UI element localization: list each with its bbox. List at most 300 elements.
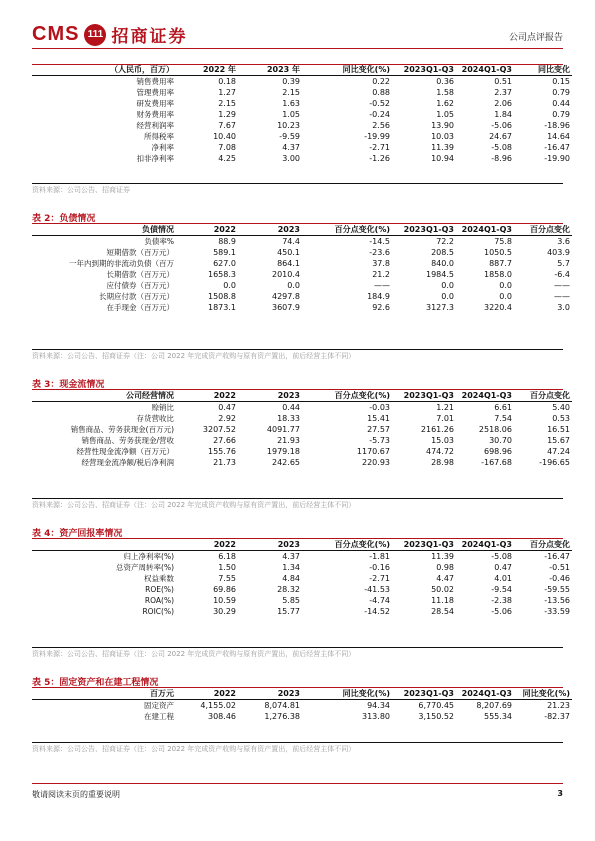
column-header: 百分点变化 (530, 391, 570, 400)
footer-divider (32, 783, 563, 784)
column-header: 2022 (213, 689, 236, 698)
table-cell: 3,150.52 (418, 712, 454, 721)
table-cell: -1.26 (369, 154, 390, 163)
table-cell: 0.0 (441, 292, 454, 301)
table-row (32, 98, 572, 109)
table-cell: -1.81 (369, 552, 390, 561)
table-cell: 7.54 (494, 414, 512, 423)
row-label: 长期借款（百万元） (106, 270, 174, 279)
disclaimer-note: 敬请阅读末页的重要说明 (32, 790, 120, 799)
table-row (32, 402, 572, 414)
table-cell: 3607.9 (272, 303, 300, 312)
column-header: 2023Q1-Q3 (403, 65, 454, 74)
column-header: 同比变化(%) (342, 689, 390, 698)
table-cell: 1.27 (218, 88, 236, 97)
table-cell: 2.06 (494, 99, 512, 108)
table-cell: 1.50 (218, 563, 236, 572)
liability-table (32, 225, 572, 313)
table-row (32, 302, 572, 313)
table-cell: 4297.8 (272, 292, 300, 301)
table-cell: 840.0 (431, 259, 454, 268)
table-cell: 1.05 (282, 110, 300, 119)
table-cell: -0.16 (369, 563, 390, 572)
table-header-row (32, 689, 572, 700)
table-cell: 184.9 (367, 292, 390, 301)
table-cell: 27.66 (213, 436, 236, 445)
column-header: 2023 (277, 391, 300, 400)
row-label: 负债率% (144, 237, 174, 246)
table3-bottom-rule (32, 498, 563, 499)
table-cell: 627.0 (213, 259, 236, 268)
table-cell: 1.34 (282, 563, 300, 572)
row-label: 扣非净利率 (136, 154, 174, 163)
table-cell: 11.39 (431, 552, 454, 561)
table-cell: 72.2 (436, 237, 454, 246)
column-header: 百分点变化 (530, 540, 570, 549)
table-row (32, 562, 572, 573)
table-cell: 3127.3 (426, 303, 454, 312)
column-header: 2023 年 (266, 65, 300, 74)
table-cell: 6.61 (494, 403, 512, 412)
row-label: 存货营收比 (136, 414, 174, 423)
table-cell: 3220.4 (484, 303, 512, 312)
table-cell: 92.6 (372, 303, 390, 312)
column-header: 公司经营情况 (126, 391, 174, 400)
table-cell: 10.94 (431, 154, 454, 163)
table-cell: 2.15 (282, 88, 300, 97)
table-row (32, 446, 572, 457)
table-cell: 1,276.38 (264, 712, 300, 721)
table2-top-rule (32, 223, 563, 224)
table-cell: 1858.0 (484, 270, 512, 279)
row-label: 在建工程 (144, 712, 174, 721)
table-cell: 242.65 (272, 458, 300, 467)
column-header: 2024Q1-Q3 (461, 65, 512, 74)
table-cell: 24.67 (489, 132, 512, 141)
table-cell: 7.55 (218, 574, 236, 583)
table-cell: 1658.3 (208, 270, 236, 279)
table-row (32, 424, 572, 435)
table-cell: 47.24 (547, 447, 570, 456)
table2-source: 资料来源：公司公告、招商证券（注：公司 2022 年完成资产收购与原有资产置出，前后经营主体不同） (32, 352, 356, 360)
table-cell: 21.93 (277, 436, 300, 445)
row-label: 归上净利率(%) (123, 552, 174, 561)
table-cell: 0.44 (552, 99, 570, 108)
logo-mark-icon: 111 (84, 24, 106, 46)
table-cell: 3.6 (557, 237, 570, 246)
table-cell: 14.64 (547, 132, 570, 141)
table-cell: 16.51 (547, 425, 570, 434)
table-header-row (32, 391, 572, 402)
table-cell: 1.58 (436, 88, 454, 97)
table-cell: —— (374, 281, 390, 290)
table-cell: 10.40 (213, 132, 236, 141)
table-row (32, 76, 572, 88)
table-cell: 4.84 (282, 574, 300, 583)
table-cell: -82.37 (544, 712, 570, 721)
table-cell: -5.08 (491, 143, 512, 152)
table-cell: -4.74 (369, 596, 390, 605)
table-cell: 0.39 (282, 77, 300, 86)
table-cell: 555.34 (484, 712, 512, 721)
row-label: 销售商品、劳务获现金/营收 (81, 436, 174, 445)
row-label: 销售商品、劳务获现金(百万元) (70, 425, 174, 434)
column-header: 负债情况 (142, 225, 174, 234)
column-header: 百分点变化(%) (334, 540, 390, 549)
expense-ratio-table (32, 65, 572, 164)
column-header: 同比变化(%) (342, 65, 390, 74)
table-cell: 28.98 (431, 458, 454, 467)
table-cell: 313.80 (362, 712, 390, 721)
table-cell: -33.59 (544, 607, 570, 616)
column-header: 2024Q1-Q3 (461, 540, 512, 549)
table-cell: -0.24 (369, 110, 390, 119)
return-on-assets-table (32, 540, 572, 617)
row-label: 净利率 (151, 143, 174, 152)
row-label: 一年内到期的非流动负债（百万 (69, 259, 174, 268)
table-cell: 13.90 (431, 121, 454, 130)
table-cell: 5.85 (282, 596, 300, 605)
table-cell: 0.18 (218, 77, 236, 86)
table-cell: 4.01 (494, 574, 512, 583)
table-cell: -16.47 (544, 552, 570, 561)
table4-title: 表 4：资产回报率情况 (32, 529, 123, 539)
table-cell: 4.25 (218, 154, 236, 163)
table2-bottom-rule (32, 349, 563, 350)
table-cell: 0.0 (441, 281, 454, 290)
table-header-row (32, 540, 572, 551)
table-cell: 4.47 (436, 574, 454, 583)
cashflow-table (32, 391, 572, 468)
table-cell: 0.44 (282, 403, 300, 412)
table-cell: -2.38 (491, 596, 512, 605)
table-row (32, 606, 572, 617)
table-cell: —— (554, 281, 570, 290)
table-cell: 0.15 (552, 77, 570, 86)
table4-source: 资料来源：公司公告、招商证券（注：公司 2022 年完成资产收购与原有资产置出，前后经营主体不同） (32, 650, 356, 658)
table-row (32, 435, 572, 446)
table-cell: 28.54 (431, 607, 454, 616)
table-cell: 208.5 (431, 248, 454, 257)
table5-top-rule (32, 687, 563, 688)
column-header: 百万元 (150, 689, 174, 698)
table-cell: 3207.52 (202, 425, 236, 434)
table-cell: 2010.4 (272, 270, 300, 279)
table-cell: 8,207.69 (476, 701, 512, 710)
table-cell: 11.18 (431, 596, 454, 605)
row-label: 长期应付款（百万元） (99, 292, 174, 301)
table-cell: 1.63 (282, 99, 300, 108)
column-header: 百分点变化(%) (334, 391, 390, 400)
table5-title: 表 5：固定资产和在建工程情况 (32, 678, 159, 688)
table-cell: 4,155.02 (200, 701, 236, 710)
table-cell: 0.0 (223, 281, 236, 290)
table-cell: 887.7 (489, 259, 512, 268)
table-row (32, 131, 572, 142)
table-cell: 403.9 (547, 248, 570, 257)
table3-title: 表 3：现金流情况 (32, 380, 105, 390)
table-row (32, 413, 572, 424)
table-cell: 0.51 (494, 77, 512, 86)
table-row (32, 142, 572, 153)
table-cell: 0.36 (436, 77, 454, 86)
table-cell: 10.23 (277, 121, 300, 130)
row-label: ROIC(%) (142, 607, 174, 616)
table-cell: -0.46 (549, 574, 570, 583)
table-cell: 88.9 (218, 237, 236, 246)
column-header: 百分点变化 (530, 225, 570, 234)
table-cell: 4.37 (282, 552, 300, 561)
fixed-assets-table (32, 689, 572, 722)
table-cell: 0.79 (552, 88, 570, 97)
table-cell: -5.08 (491, 552, 512, 561)
table-row (32, 291, 572, 302)
table-cell: 37.8 (372, 259, 390, 268)
table-cell: 2.56 (372, 121, 390, 130)
row-label: 经营现金流净额/税后净利润 (81, 458, 174, 467)
table-cell: 2.92 (218, 414, 236, 423)
row-label: 应付债券（百万元） (106, 281, 174, 290)
table-row (32, 236, 572, 248)
row-label: 所得税率 (144, 132, 174, 141)
table-cell: 1170.67 (356, 447, 390, 456)
table-row (32, 153, 572, 164)
table-cell: -196.65 (539, 458, 570, 467)
row-label: 研发费用率 (136, 99, 174, 108)
table-cell: 4091.77 (266, 425, 300, 434)
table-cell: 0.0 (499, 292, 512, 301)
column-header: 2024Q1-Q3 (461, 225, 512, 234)
table-cell: 4.37 (282, 143, 300, 152)
table-cell: -13.56 (544, 596, 570, 605)
table-cell: 69.86 (213, 585, 236, 594)
table-cell: 5.40 (552, 403, 570, 412)
row-label: 经营性现金流净额（百万元） (76, 447, 174, 456)
table-cell: 0.47 (218, 403, 236, 412)
table-cell: -0.03 (369, 403, 390, 412)
table-cell: 74.4 (282, 237, 300, 246)
table-cell: 0.79 (552, 110, 570, 119)
table-row (32, 711, 572, 722)
table-cell: 864.1 (277, 259, 300, 268)
column-header: 2023Q1-Q3 (403, 225, 454, 234)
table-header-row (32, 225, 572, 236)
table-cell: -19.90 (544, 154, 570, 163)
column-header: （人民币，百万） (110, 65, 174, 74)
table-row (32, 120, 572, 131)
table-cell: 94.34 (367, 701, 390, 710)
logo-chinese-text: 招商证券 (111, 27, 188, 47)
row-label: 在手现金（百万元） (106, 303, 174, 312)
table-cell: 0.88 (372, 88, 390, 97)
table-row (32, 247, 572, 258)
column-header: 2023Q1-Q3 (403, 391, 454, 400)
table-cell: 2.15 (218, 99, 236, 108)
row-label: 销售费用率 (136, 77, 174, 86)
table-cell: 1.21 (436, 403, 454, 412)
page-header (0, 0, 595, 50)
table-cell: 30.29 (213, 607, 236, 616)
table-cell: 15.67 (547, 436, 570, 445)
table-cell: 1.05 (436, 110, 454, 119)
table-cell: -9.54 (491, 585, 512, 594)
row-label: ROE(%) (145, 585, 174, 594)
table-row (32, 573, 572, 584)
column-header: 2023 (277, 540, 300, 549)
row-label: 固定资产 (144, 701, 174, 710)
logo-cms-text: CMS (32, 23, 80, 45)
company-logo (32, 22, 187, 47)
table-cell: 7.08 (218, 143, 236, 152)
table-cell: -14.52 (364, 607, 390, 616)
table5-source: 资料来源：公司公告、招商证券（注：公司 2022 年完成资产收购与原有资产置出，前后经营主体不同） (32, 745, 356, 753)
table-cell: -0.51 (549, 563, 570, 572)
table-cell: 3.0 (557, 303, 570, 312)
table-cell: -2.71 (369, 574, 390, 583)
table-cell: 1050.5 (484, 248, 512, 257)
table-cell: —— (554, 292, 570, 301)
column-header: 2024Q1-Q3 (461, 391, 512, 400)
table-cell: 1979.18 (266, 447, 300, 456)
table-cell: 1.29 (218, 110, 236, 119)
column-header: 同比变化 (538, 65, 570, 74)
table-cell: 1984.5 (426, 270, 454, 279)
table-cell: 5.7 (557, 259, 570, 268)
table-cell: -23.6 (369, 248, 390, 257)
table-row (32, 551, 572, 563)
table-cell: -2.71 (369, 143, 390, 152)
table-cell: 1.62 (436, 99, 454, 108)
table-cell: -59.55 (544, 585, 570, 594)
column-header: 2022 (213, 225, 236, 234)
table-cell: 220.93 (362, 458, 390, 467)
table5-bottom-rule (32, 742, 563, 743)
table-row (32, 269, 572, 280)
column-header: 2022 (213, 391, 236, 400)
table-cell: 6,770.45 (418, 701, 454, 710)
table-cell: 28.32 (277, 585, 300, 594)
table-cell: 698.96 (484, 447, 512, 456)
table-cell: -16.47 (544, 143, 570, 152)
table-cell: 15.77 (277, 607, 300, 616)
table-cell: 0.22 (372, 77, 390, 86)
table-cell: 0.0 (287, 281, 300, 290)
table-cell: 18.33 (277, 414, 300, 423)
table-cell: -0.52 (369, 99, 390, 108)
table-row (32, 258, 572, 269)
row-label: ROA(%) (144, 596, 174, 605)
table-cell: 7.67 (218, 121, 236, 130)
table-cell: 0.53 (552, 414, 570, 423)
table4-bottom-rule (32, 647, 563, 648)
table-cell: 155.76 (208, 447, 236, 456)
table-cell: 10.59 (213, 596, 236, 605)
table-row (32, 584, 572, 595)
column-header: 百分点变化(%) (334, 225, 390, 234)
column-header: 2022 年 (202, 65, 236, 74)
row-label: 短期借款（百万元） (106, 248, 174, 257)
table-cell: 589.1 (213, 248, 236, 257)
table-cell: 0.98 (436, 563, 454, 572)
table-row (32, 87, 572, 98)
table-cell: -5.06 (491, 607, 512, 616)
report-type-label: 公司点评报告 (508, 33, 563, 43)
table-cell: 1873.1 (208, 303, 236, 312)
table-cell: 0.47 (494, 563, 512, 572)
table-cell: -18.96 (544, 121, 570, 130)
table-header-row (32, 65, 572, 76)
table-cell: 50.02 (431, 585, 454, 594)
table-cell: 15.03 (431, 436, 454, 445)
table-cell: -14.5 (369, 237, 390, 246)
table-cell: 21.2 (372, 270, 390, 279)
table-cell: 2.37 (494, 88, 512, 97)
table-cell: 75.8 (494, 237, 512, 246)
table-cell: 6.18 (218, 552, 236, 561)
table-cell: 474.72 (426, 447, 454, 456)
table-cell: 8,074.81 (264, 701, 300, 710)
table3-source: 资料来源：公司公告、招商证券（注：公司 2022 年完成资产收购与原有资产置出，前后经营主体不同） (32, 501, 356, 509)
table-cell: -41.53 (364, 585, 390, 594)
table-cell: 10.03 (431, 132, 454, 141)
table-cell: -5.73 (369, 436, 390, 445)
table-row (32, 109, 572, 120)
table-row (32, 457, 572, 468)
table1-source: 资料来源：公司公告、招商证券 (32, 186, 130, 194)
column-header: 2023 (277, 689, 300, 698)
column-header: 2022 (213, 540, 236, 549)
table-row (32, 595, 572, 606)
column-header: 2023 (277, 225, 300, 234)
header-divider (32, 48, 563, 49)
table-cell: 1508.8 (208, 292, 236, 301)
table4-top-rule (32, 538, 563, 539)
table-row (32, 700, 572, 712)
page-number: 3 (557, 789, 563, 798)
row-label: 管理费用率 (136, 88, 174, 97)
table-cell: -9.59 (279, 132, 300, 141)
column-header: 2024Q1-Q3 (461, 689, 512, 698)
table-cell: -167.68 (481, 458, 512, 467)
table-cell: 30.70 (489, 436, 512, 445)
row-label: 赊销比 (151, 403, 174, 412)
table-cell: -6.4 (554, 270, 570, 279)
table-cell: -19.99 (364, 132, 390, 141)
table-cell: -8.96 (491, 154, 512, 163)
table-cell: 15.41 (367, 414, 390, 423)
table-cell: 21.73 (213, 458, 236, 467)
table-cell: 450.1 (277, 248, 300, 257)
table-cell: 2518.06 (478, 425, 512, 434)
table-cell: -5.06 (491, 121, 512, 130)
row-label: 权益乘数 (144, 574, 174, 583)
table-cell: 11.39 (431, 143, 454, 152)
table-row (32, 280, 572, 291)
table-cell: 308.46 (208, 712, 236, 721)
row-label: 经营利润率 (136, 121, 174, 130)
column-header: 同比变化(%) (522, 689, 570, 698)
table-cell: 0.0 (499, 281, 512, 290)
column-header (32, 540, 176, 551)
table-cell: 27.57 (367, 425, 390, 434)
table-cell: 21.23 (547, 701, 570, 710)
table-cell: 3.00 (282, 154, 300, 163)
table1-bottom-rule (32, 183, 563, 184)
column-header: 2023Q1-Q3 (403, 540, 454, 549)
table3-top-rule (32, 389, 563, 390)
table2-title: 表 2：负债情况 (32, 214, 96, 224)
table-cell: 7.01 (436, 414, 454, 423)
